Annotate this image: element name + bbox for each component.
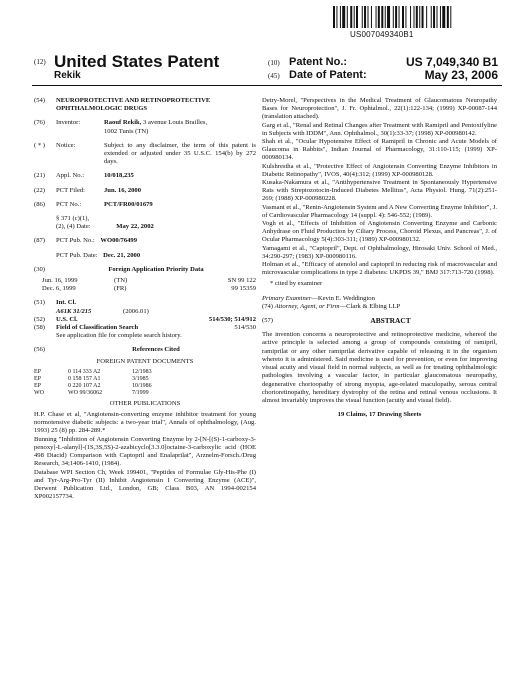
- attorney-code: (74): [262, 302, 273, 310]
- notice-text: Subject to any disclaimer, the term of this patent is extended or adjusted under 35 U.S.C. 154(b) by 272 days.: [104, 141, 256, 166]
- priority-number: SN 99 122: [227, 277, 256, 285]
- pct-no-value: PCT/FR00/01679: [104, 200, 153, 208]
- attorney-line: [262, 303, 497, 311]
- attorney-label: Attorney, Agent, or Firm: [274, 302, 340, 310]
- reference-entry: Kulshrestha et al., "Protective Effect of Angiotensin Converting Enzyme Inhibitors in Diabetic Retinopathy", IVOS, 40(4):312; (1999) XP-000980128.: [262, 162, 497, 178]
- uscl-label: U.S. Cl.: [56, 315, 78, 323]
- priority-date: Dec. 6, 1999: [42, 285, 76, 293]
- appl-label: Appl. No.:: [56, 172, 85, 180]
- doc-country: WO: [34, 389, 44, 396]
- appl-code: (21): [34, 172, 45, 180]
- cited-by-examiner-note: * cited by examiner: [270, 280, 323, 288]
- us-cl-field: [34, 316, 256, 324]
- other-publication: Database WPI Section Ch, Week 199401, "Peptides of Formulae Gly-His-Phe (I) and Tyr-Arg-Pro-Tyr (II) Inhibit Angiotensin I Converting Enzyme (ACE)", Derwent Publication Ltd., London, GB; Class B03, AN 1994-002154 XP002157734.: [34, 468, 256, 501]
- foreign-doc-row: [34, 369, 256, 376]
- document-title: United States Patent: [54, 52, 220, 71]
- reference-entry: Vogh et al., "Effects of Inhibition of Angiotensin Converting Enzyme and Carbonic Anhydrase on Fluid Production by Ciliary Process, Choroid Plexus, and Pancreas", J. of Ocular Pharmacology 5(4):303-311; (1989) XP-000980132.: [262, 220, 497, 244]
- uscl-value: 514/530; 514/912: [208, 315, 256, 323]
- inventor-code: (76): [34, 119, 45, 127]
- pct-no-code: (86): [34, 200, 45, 208]
- attorney-name: —Clark & Elbing LLP: [339, 302, 401, 310]
- foreign-doc-row: [34, 376, 256, 383]
- search-field: [34, 324, 256, 332]
- pct-filed-field: [34, 187, 256, 195]
- inventor-name: Raouf Rekik,: [104, 119, 142, 127]
- uscl-code: (52): [34, 315, 45, 323]
- foreign-doc-row: [34, 390, 256, 397]
- notice-code: ( * ): [34, 141, 45, 149]
- intcl-code: (51): [34, 299, 45, 307]
- intcl-class: A61K 31/215: [56, 307, 92, 315]
- reference-entry: Vasmant et al., "Renin-Angiotensin System and A New Converting Enzyme Inhibitor", J. of Cardiovascular Pharmacology 14 (suppl. 4): 546-552; (1989).: [262, 203, 497, 219]
- doc-date: 10/1986: [132, 382, 152, 389]
- claims-summary: 19 Claims, 17 Drawing Sheets: [337, 411, 422, 419]
- s371-date: May 22, 2002: [116, 223, 154, 231]
- search-note-row: [34, 332, 256, 340]
- title-code: (54): [34, 97, 45, 104]
- refs-code: (56): [34, 346, 45, 354]
- foreign-priority-list: [34, 277, 256, 293]
- abstract-text: The invention concerns a neuroprotective and retinoprotective medicine, whereof the active principle is selected among a group of compounds consisting of ramipril, ramiprilat or any other ramiprilat derivative capable of releasing it in the organism whereto it is administered. Said medicine is used for prevention, or even for improving visual acuity and visual field in normal subjects, as well as for treating ophthalmologic pathologies involving a vascular factor, in particular glaucomatous neuropathy, degenerative chorioopathy of strong myopia, age-related maculopathy, serous central chorioretinopathy, hereditary dystrophy of the retina and retinal venous occlusions. It almost invariably improves the visual function (acuity and visual field).: [262, 331, 497, 404]
- priority-date: Jun. 16, 1999: [42, 277, 78, 285]
- doc-number: 0 114 333 A2: [68, 368, 101, 375]
- left-column: [34, 97, 256, 501]
- patent-number-label: Patent No.:: [289, 56, 348, 68]
- inventor-surname: Rekik: [54, 70, 81, 81]
- doc-number: 0 220 107 A2: [68, 382, 101, 389]
- doc-date: 3/1985: [132, 375, 149, 382]
- doc-country: EP: [34, 375, 42, 382]
- foreign-docs-list: [34, 369, 256, 397]
- s371-line-1: § 371 (c)(1),: [56, 215, 90, 223]
- notice-label: Notice:: [56, 141, 76, 149]
- appl-value: 10/018,235: [104, 172, 134, 180]
- field-value: 514/530: [234, 324, 256, 332]
- pub-no-code: (87): [34, 237, 45, 245]
- barcode-number: US007049340B1: [350, 30, 414, 39]
- priority-country: (TN): [114, 277, 128, 285]
- pub-no-value: WO00/76499: [100, 237, 138, 245]
- intcl-label: Int. Cl.: [56, 299, 76, 307]
- reference-entry: Garg et al., "Renal and Retinal Changes after Treatment with Ramipril and Pentoxifyline in Subjects with IDDM", Ann. Ophthalmol., 30(1):33-37; (1998) XP-000980142.: [262, 121, 497, 137]
- pub-no-label: PCT Pub. No.:: [56, 237, 95, 245]
- doc-date: 12/1983: [132, 368, 152, 375]
- section-371-field: [34, 215, 256, 231]
- inventor-address-line-1: 3 avenue Louis Brailles,: [143, 119, 208, 127]
- primary-examiner-name: —Kevin E. Weddington: [311, 294, 375, 302]
- invention-title: NEUROPROTECTIVE AND RETINOPROTECTIVE OPHTHALMOLOGIC DRUGS: [56, 97, 211, 113]
- pct-filed-label: PCT Filed:: [56, 186, 86, 194]
- pct-pub-date-field: [34, 252, 256, 260]
- int-cl-field: [34, 299, 256, 315]
- date-of-patent-value: May 23, 2006: [424, 68, 498, 82]
- primary-examiner-line: [262, 295, 497, 303]
- code-10: (10): [268, 59, 280, 67]
- foreign-docs-title: FOREIGN PATENT DOCUMENTS: [96, 357, 194, 365]
- reference-entry: Yamagami et al., "Captopril", Dept. of Ophthalmology, Hirosaki Univ. School of Med., 34:290-297; (1983) XP-000980116.: [262, 244, 497, 260]
- inventor-label: Inventor:: [56, 119, 81, 127]
- title-field: [34, 97, 256, 113]
- intcl-year: (2006.01): [123, 307, 149, 315]
- foreign-priority-title: Foreign Application Priority Data: [108, 265, 204, 273]
- doc-country: EP: [34, 368, 42, 375]
- search-note: See application file for complete search history.: [56, 332, 182, 340]
- abstract-title: ABSTRACT: [370, 316, 411, 326]
- reference-entry: Shah et al., "Ocular Hypotensive Effect of Ramipril in Chronic and Acute Models of Glaucoma in Rabbits", Indian Journal of Pharmacology, 31:110-115; (1999) XP-000980134.: [262, 138, 497, 162]
- field-label: Field of Classification Search: [56, 324, 139, 332]
- doc-date: 7/1999: [132, 389, 149, 396]
- other-pubs-title: OTHER PUBLICATIONS: [109, 399, 181, 407]
- code-45: (45): [268, 72, 280, 80]
- other-publication: H.P. Chase et al, "Angiotensin-converting enzyme inhibitor treatment for young normotensive diabetic subjects: a two-year trial", Annals of ophthalmology, (Aug. 1993) 25 (8) pp. 284-289.*: [34, 411, 256, 435]
- abstract-heading: [262, 317, 497, 325]
- references-title: References Cited: [132, 346, 180, 354]
- references-heading: [34, 346, 256, 354]
- s371-line-2: (2), (4) Date:: [56, 223, 91, 231]
- other-publication: Bunning "Inhibition of Angiotensin Converting Enzyme by 2-[N-[(S)-1-carboxy-3-penoxy]-L-alanyl]-(1S,3S,5S)-2-azabicyclo[3.3.0]octaine-3-carboxylic acid (HOE 498 Diacid) Comparison with Captopril and Enalaprilat", Arznelm-Forsch./Drug Research, 34;1406-1410, (1984).: [34, 435, 256, 468]
- doc-number: 0 158 157 A1: [68, 375, 101, 382]
- foreign-code: (30): [34, 265, 45, 273]
- inventor-address-line-2: 1002 Tunis (TN): [104, 127, 149, 135]
- abstract-code: (57): [262, 317, 273, 325]
- right-column: [262, 97, 497, 419]
- date-of-patent-label: Date of Patent:: [289, 69, 367, 81]
- field-code: (58): [34, 324, 45, 332]
- pct-pub-number-field: [34, 237, 256, 245]
- patent-number-value: US 7,049,340 B1: [405, 55, 498, 69]
- reference-entry: Kusaka-Nakamura et al., "Antihypertensive Treatment in Spontaneously Hypertensive Rats with Streptozotocin-Induced Diabetes Mellitus", Acta Physiol. Hung. 71(2):251-269; (1988) XP-000980228.: [262, 179, 497, 203]
- notice-field: [34, 142, 256, 167]
- foreign-priority-row: [34, 277, 256, 285]
- pct-number-field: [34, 201, 256, 209]
- application-number-field: [34, 172, 256, 180]
- priority-number: 99 15359: [231, 285, 256, 293]
- pub-date-value: Dec. 21, 2000: [103, 251, 141, 259]
- foreign-priority-heading: [34, 266, 256, 274]
- reference-entry: Holman et al., "Efficacy of atenolol and captopril in reducing risk of macrovascular and microvascular complications in type 2 diabetes: UKPDS 39," BMJ 317:713-720 (1998).: [262, 261, 497, 277]
- doc-country: EP: [34, 382, 42, 389]
- inventor-field: [34, 119, 256, 135]
- code-12: (12): [34, 58, 46, 66]
- pct-filed-code: (22): [34, 186, 45, 194]
- reference-entry: Detry-Morel, "Perspectives in the Medical Treatment of Glaucomatous Neuropathy Bases for Neuroprotection", J. Fr. Ophtalmol., 22(1):122-134; (1999) XP-00087-144 (translation attached).: [262, 97, 497, 121]
- pct-no-label: PCT No.:: [56, 200, 82, 208]
- foreign-priority-row: [34, 285, 256, 293]
- barcode: [333, 6, 498, 28]
- pub-date-label: PCT Pub. Date:: [56, 251, 98, 259]
- doc-number: WO 99/36062: [68, 389, 103, 396]
- foreign-doc-row: [34, 383, 256, 390]
- header-rule: [32, 85, 502, 86]
- pct-filed-value: Jun. 16, 2000: [104, 186, 142, 194]
- primary-examiner-label: Primary Examiner: [262, 294, 312, 302]
- priority-country: (FR): [114, 285, 127, 293]
